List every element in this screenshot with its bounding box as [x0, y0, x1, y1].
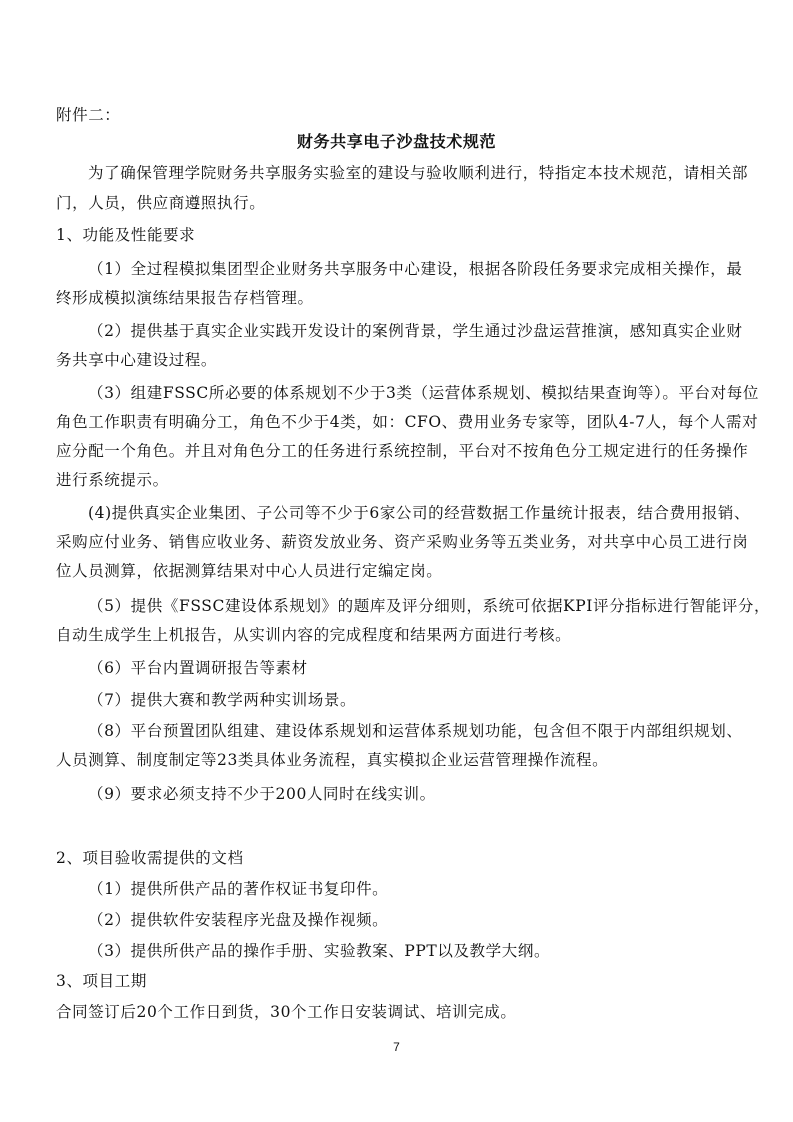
document-title: 财务共享电子沙盘技术规范: [296, 132, 497, 151]
section3-text: 合同签订后20个工作日到货，30个工作日安装调试、培训完成。: [56, 1003, 517, 1021]
s1-p5-line-2: 自动生成学生上机报告，从实训内容的完成程度和结果两方面进行考核。: [56, 626, 572, 644]
s1-p3-line-2: 角色工作职责有明确分工，角色不少于4类，如：CFO、费用业务专家等，团队4-7人，每个人需对: [56, 413, 759, 431]
s1-p8-line-1: （8）平台预置团队组建、建设体系规划和运营体系规划功能，包含但不限于内部组织规划、: [88, 722, 743, 740]
s1-p6: （6）平台内置调研报告等素材: [88, 659, 308, 677]
s1-p3-line-3: 应分配一个角色。并且对角色分工的任务进行系统控制，平台对不按角色分工规定进行的任务操作: [56, 442, 749, 460]
intro-line-2: 门，人员，供应商遵照执行。: [56, 194, 266, 212]
s1-p1-line-1: （1）全过程模拟集团型企业财务共享服务中心建设，根据各阶段任务要求完成相关操作，最: [88, 260, 743, 278]
s1-p4-line-1: (4)提供真实企业集团、子公司等不少于6家公司的经营数据工作量统计报表，结合费用报销、: [88, 504, 751, 522]
s2-item-2: （2）提供软件安装程序光盘及操作视频。: [88, 911, 389, 929]
annex-label: 附件二：: [56, 106, 121, 124]
s1-p4-line-2: 采购应付业务、销售应收业务、薪资发放业务、资产采购业务等五类业务，对共享中心员工进行岗: [56, 533, 749, 551]
section3-heading: 3、项目工期: [56, 972, 147, 990]
s1-p8-line-2: 人员测算、制度制定等23类具体业务流程，真实模拟企业运营管理操作流程。: [56, 751, 609, 769]
s1-p2-line-1: （2）提供基于真实企业实践开发设计的案例背景，学生通过沙盘运营推演，感知真实企业财: [88, 322, 743, 340]
s1-p3-line-4: 进行系统提示。: [56, 471, 169, 489]
section1-heading: 1、功能及性能要求: [56, 226, 196, 244]
s1-p7: （7）提供大赛和教学两种实训场景。: [88, 691, 357, 709]
s1-p3-line-1: （3）组建FSSC所必要的体系规划不少于3类（运营体系规划、模拟结果查询等）。平台对每位: [88, 384, 759, 402]
s1-p9: （9）要求必须支持不少于200人同时在线实训。: [88, 785, 436, 803]
s1-p4-line-3: 位人员测算，依据测算结果对中心人员进行定编定岗。: [56, 562, 443, 580]
s2-item-1: （1）提供所供产品的著作权证书复印件。: [88, 880, 389, 898]
section2-heading: 2、项目验收需提供的文档: [56, 849, 244, 867]
intro-line-1: 为了确保管理学院财务共享服务实验室的建设与验收顺利进行，特指定本技术规范，请相关部: [88, 164, 749, 182]
s1-p1-line-2: 终形成模拟演练结果报告存档管理。: [56, 289, 314, 307]
s2-item-3: （3）提供所供产品的操作手册、实验教案、PPT以及教学大纲。: [88, 942, 551, 960]
s1-p5-line-1: （5）提供《FSSC建设体系规划》的题库及评分细则，系统可依据KPI评分指标进行智能评分，: [88, 597, 771, 615]
s1-p2-line-2: 务共享中心建设过程。: [56, 351, 218, 369]
page-number: 7: [393, 1040, 400, 1054]
